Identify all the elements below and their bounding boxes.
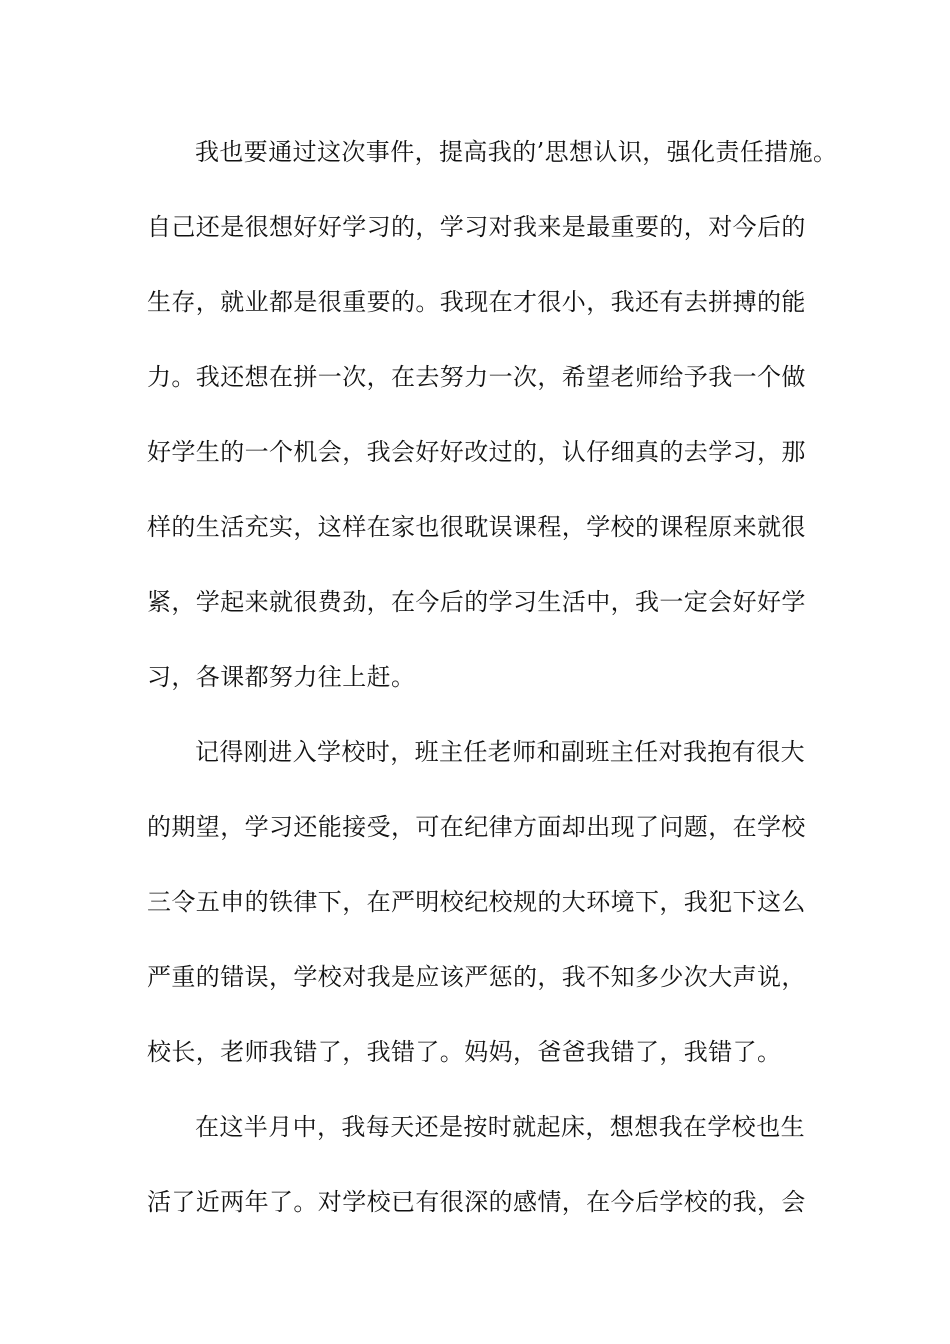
text-line: 活了近两年了。对学校已有很深的感情，在今后学校的我，会 — [147, 1188, 806, 1216]
text-line: 好学生的一个机会，我会好好改过的，认仔细真的去学习，那 — [147, 438, 806, 466]
text-line: 校长，老师我错了，我错了。妈妈，爸爸我错了，我错了。 — [147, 1038, 782, 1066]
text-line: 生存，就业都是很重要的。我现在才很小，我还有去拼搏的能 — [147, 288, 806, 316]
text-line: 自己还是很想好好学习的，学习对我来是最重要的，对今后的 — [147, 213, 806, 241]
text-line: 严重的错误，学校对我是应该严惩的，我不知多少次大声说， — [147, 963, 806, 991]
text-line: 力。我还想在拼一次，在去努力一次，希望老师给予我一个做 — [147, 363, 806, 391]
text-line: 的期望，学习还能接受，可在纪律方面却出现了问题，在学校 — [147, 813, 806, 841]
text-line: 记得刚进入学校时，班主任老师和副班主任对我抱有很大 — [195, 738, 805, 766]
text-line: 三令五申的铁律下，在严明校纪校规的大环境下，我犯下这么 — [147, 888, 806, 916]
text-line: 习，各课都努力往上赶。 — [147, 663, 416, 691]
text-line: 样的生活充实，这样在家也很耽误课程，学校的课程原来就很 — [147, 513, 806, 541]
text-line: 在这半月中，我每天还是按时就起床，想想我在学校也生 — [195, 1113, 805, 1141]
text-line: 紧，学起来就很费劲，在今后的学习生活中，我一定会好好学 — [147, 588, 806, 616]
text-line: 我也要通过这次事件，提高我的’思想认识，强化责任措施。 — [195, 138, 838, 166]
